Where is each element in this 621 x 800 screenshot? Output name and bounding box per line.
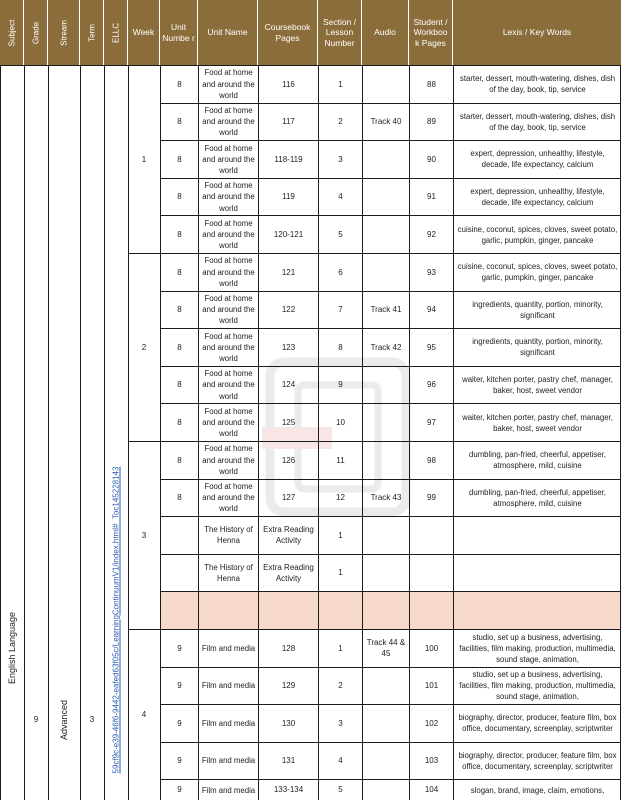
- unit-name-cell: Food at home and around the world: [202, 369, 255, 401]
- column-divider: [362, 65, 363, 800]
- coursebook-pages-cell: 131: [281, 756, 296, 766]
- coursebook-pages-cell: Extra Reading Activity: [263, 562, 314, 584]
- unit-number-cell: 8: [177, 380, 182, 390]
- column-divider: [0, 65, 1, 800]
- subject-cell: English Language: [7, 611, 17, 684]
- week-number: 1: [141, 155, 147, 165]
- unit-number-cell: 9: [177, 785, 182, 795]
- workbook-pages-cell: 104: [424, 785, 439, 795]
- header-section-lesson: Section / Lesson Number: [318, 0, 362, 65]
- lexis-keywords-cell: waiter, kitchen porter, pastry chef, manager, baker, host, sweet vendor: [462, 375, 613, 396]
- week-number: 2: [141, 343, 147, 353]
- table-header-row: [0, 0, 621, 65]
- unit-number-cell: 8: [177, 417, 182, 427]
- section-number-cell: 3: [338, 154, 343, 164]
- lexis-keywords-cell: ingredients, quantity, portion, minority, significant: [472, 299, 603, 320]
- workbook-pages-cell: 88: [427, 79, 436, 89]
- section-number-cell: 1: [338, 568, 343, 578]
- unit-number-cell: 9: [177, 643, 182, 653]
- section-number-cell: 9: [338, 380, 343, 390]
- unit-name-cell: Film and media: [201, 718, 256, 728]
- section-number-cell: 8: [338, 342, 343, 352]
- coursebook-pages-cell: 121: [281, 267, 296, 277]
- section-number-cell: 12: [336, 493, 345, 503]
- lexis-keywords-cell: studio, set up a business, advertising, facilities, film making, production, multimedia, sound stage, animation,: [459, 670, 616, 702]
- unit-name-cell: Film and media: [201, 681, 256, 691]
- unit-number-cell: 8: [177, 79, 182, 89]
- lexis-keywords-cell: biography, director, producer, feature film, box office, documentary, screenplay, scriptwriter: [458, 751, 617, 772]
- unit-name-cell: Food at home and around the world: [202, 482, 255, 514]
- lexis-keywords-cell: dumbling, pan-fried, cheerful, appetiser, atmosphere, mild, cuisine: [469, 487, 606, 508]
- workbook-pages-cell: 89: [427, 117, 436, 127]
- header-audio: Audio: [362, 0, 409, 65]
- coursebook-pages-cell: 128: [281, 643, 296, 653]
- coursebook-pages-cell: 116: [282, 79, 295, 89]
- coursebook-pages-cell: 133-134: [273, 785, 304, 795]
- column-divider: [48, 65, 49, 800]
- workbook-pages-cell: 97: [427, 417, 436, 427]
- lexis-keywords-cell: slogan, brand, image, claim, emotions,: [470, 785, 605, 795]
- section-number-cell: 5: [338, 785, 343, 795]
- header-week: Week: [128, 0, 160, 65]
- lexis-keywords-cell: ingredients, quantity, portion, minority, significant: [472, 337, 603, 358]
- coursebook-pages-cell: 119: [282, 192, 295, 202]
- section-number-cell: 7: [338, 305, 343, 315]
- lexis-keywords-cell: waiter, kitchen porter, pastry chef, manager, baker, host, sweet vendor: [462, 412, 613, 433]
- unit-name-cell: Food at home and around the world: [202, 218, 255, 251]
- unit-number-cell: 8: [177, 267, 182, 277]
- row-divider: [0, 65, 128, 66]
- coursebook-pages-cell: 129: [281, 681, 296, 691]
- lexis-keywords-cell: expert, depression, unhealthy, lifestyle, decade, life expectancy, calcium: [470, 149, 605, 170]
- workbook-pages-cell: 100: [424, 643, 439, 653]
- workbook-pages-cell: 94: [427, 305, 436, 315]
- unit-name-cell: Food at home and around the world: [202, 294, 255, 326]
- column-divider: [104, 65, 105, 800]
- workbook-pages-cell: 98: [427, 455, 436, 465]
- row-divider: [160, 591, 621, 592]
- section-number-cell: 6: [338, 267, 343, 277]
- audio-track-cell: Track 41: [370, 305, 402, 315]
- header-ellc: ELLC: [104, 0, 128, 65]
- section-number-cell: 10: [336, 417, 345, 427]
- unit-name-cell: Food at home and around the world: [202, 331, 255, 364]
- lexis-keywords-cell: dumbling, pan-fried, cheerful, appetiser, atmosphere, mild, cuisine: [469, 450, 606, 471]
- workbook-pages-cell: 90: [427, 154, 436, 164]
- unit-number-cell: 8: [177, 493, 182, 503]
- unit-number-cell: 8: [177, 192, 182, 202]
- header-coursebook-pages: Coursebook Pages: [258, 0, 318, 65]
- workbook-pages-cell: 95: [427, 342, 436, 352]
- header-term: Term: [80, 0, 104, 65]
- column-divider: [80, 65, 81, 800]
- unit-number-cell: 8: [177, 154, 182, 164]
- coursebook-pages-cell: 118-119: [274, 154, 303, 164]
- unit-number-cell: 9: [177, 681, 182, 691]
- header-unit-name: Unit Name: [198, 0, 258, 65]
- lexis-keywords-cell: biography, director, producer, feature film, box office, documentary, screenplay, scriptwriter: [458, 713, 617, 734]
- audio-track-cell: Track 43: [370, 493, 402, 503]
- unit-name-cell: Food at home and around the world: [202, 143, 255, 176]
- coursebook-pages-cell: 122: [281, 305, 296, 315]
- coursebook-pages-cell: Extra Reading Activity: [263, 524, 314, 546]
- audio-track-cell: Track 40: [370, 117, 402, 127]
- section-number-cell: 2: [338, 681, 343, 691]
- section-number-cell: 11: [336, 455, 345, 465]
- unit-name-cell: Food at home and around the world: [202, 444, 255, 476]
- coursebook-pages-cell: 127: [281, 493, 296, 503]
- ellc-link[interactable]: 59cf9c-e39-46f6-9442-eafed63f05c/LearningContinuumV1/index.html#_Toc145228143: [111, 466, 121, 774]
- curriculum-table-body: [0, 65, 621, 800]
- coursebook-pages-cell: 117: [282, 117, 295, 127]
- unit-number-cell: 8: [177, 455, 182, 465]
- unit-name-cell: Film and media: [201, 756, 256, 766]
- unit-name-cell: Food at home and around the world: [202, 256, 255, 288]
- coursebook-pages-cell: 125: [281, 417, 296, 427]
- workbook-pages-cell: 103: [424, 756, 439, 766]
- unit-number-cell: 8: [177, 117, 182, 127]
- lexis-keywords-cell: starter, dessert, mouth-watering, dishes, dish of the day, book, tip, service: [459, 74, 616, 95]
- workbook-pages-cell: 96: [427, 380, 436, 390]
- header-unit-number: Unit Numbe r: [160, 0, 198, 65]
- unit-number-cell: 8: [177, 229, 182, 239]
- header-student-workbook: Student / Workboo k Pages: [409, 0, 453, 65]
- coursebook-pages-cell: 126: [281, 455, 296, 465]
- header-grade: Grade: [24, 0, 48, 65]
- workbook-pages-cell: 93: [427, 267, 436, 277]
- section-number-cell: 4: [338, 756, 343, 766]
- section-number-cell: 1: [338, 79, 343, 89]
- unit-number-cell: 8: [177, 342, 182, 352]
- coursebook-pages-cell: 130: [281, 718, 296, 728]
- workbook-pages-cell: 101: [424, 681, 439, 691]
- section-number-cell: 4: [338, 192, 343, 202]
- week-number: 3: [141, 531, 147, 541]
- unit-name-cell: Film and media: [201, 785, 256, 795]
- unit-name-cell: Food at home and around the world: [202, 68, 255, 100]
- stream-cell: Advanced: [59, 699, 69, 741]
- coursebook-pages-cell: 123: [281, 342, 296, 352]
- section-number-cell: 1: [338, 643, 343, 653]
- unit-number-cell: 9: [177, 756, 182, 766]
- workbook-pages-cell: 102: [424, 718, 439, 728]
- unit-name-cell: Food at home and around the world: [202, 181, 255, 213]
- unit-name-cell: Food at home and around the world: [202, 406, 255, 439]
- audio-track-cell: Track 44 & 45: [366, 637, 406, 659]
- term-cell: 3: [89, 715, 95, 725]
- unit-number-cell: 8: [177, 305, 182, 315]
- section-number-cell: 3: [338, 718, 343, 728]
- audio-track-cell: Track 42: [370, 342, 402, 352]
- lexis-keywords-cell: expert, depression, unhealthy, lifestyle, decade, life expectancy, calcium: [470, 187, 605, 208]
- workbook-pages-cell: 92: [427, 229, 436, 239]
- workbook-pages-cell: 99: [427, 493, 436, 503]
- section-number-cell: 1: [338, 530, 343, 540]
- unit-name-cell: Food at home and around the world: [202, 106, 255, 138]
- header-stream: Stream: [48, 0, 80, 65]
- lexis-keywords-cell: starter, dessert, mouth-watering, dishes, dish of the day, book, tip, service: [459, 111, 616, 132]
- lexis-keywords-cell: studio, set up a business, advertising, facilities, film making, production, multimedia, sound stage, animation,: [459, 632, 616, 664]
- week-number: 4: [141, 710, 147, 720]
- coursebook-pages-cell: 120-121: [273, 229, 304, 239]
- lexis-keywords-cell: cuisine, coconut, spices, cloves, sweet potato, garlic, pumpkin, ginger, pancake: [457, 262, 618, 283]
- section-number-cell: 5: [338, 229, 343, 239]
- section-number-cell: 2: [338, 117, 343, 127]
- header-lexis: Lexis / Key Words: [502, 27, 572, 38]
- header-subject: Subject: [0, 0, 24, 65]
- unit-number-cell: 9: [177, 718, 182, 728]
- grade-cell: 9: [33, 715, 39, 725]
- unit-name-cell: The History of Henna: [204, 525, 253, 546]
- workbook-pages-cell: 91: [427, 192, 436, 202]
- column-divider: [24, 65, 25, 800]
- separator-band: [160, 592, 621, 630]
- unit-name-cell: The History of Henna: [204, 562, 253, 584]
- lexis-keywords-cell: cuisine, coconut, spices, cloves, sweet potato, garlic, pumpkin, ginger, pancake: [457, 224, 618, 245]
- unit-name-cell: Film and media: [201, 643, 256, 653]
- coursebook-pages-cell: 124: [281, 380, 296, 390]
